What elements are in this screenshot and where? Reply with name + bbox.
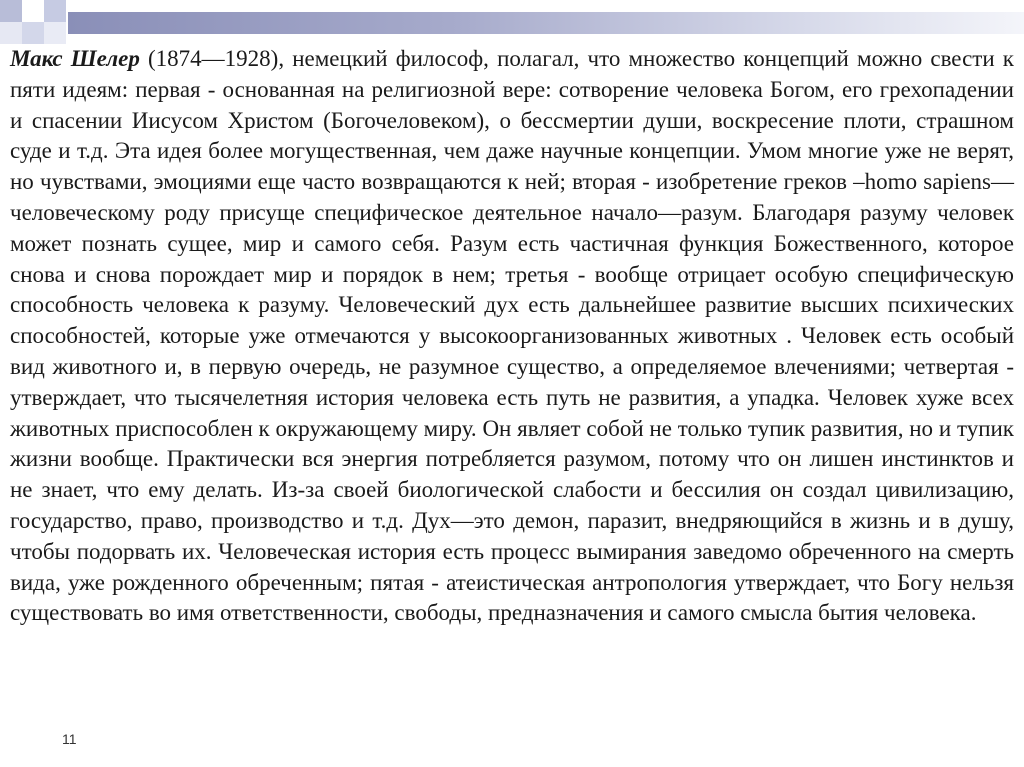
decor-square	[22, 22, 44, 44]
header-gradient-bar	[68, 12, 1024, 34]
page-number: 11	[62, 731, 77, 747]
slide-body-text	[10, 44, 1014, 629]
decor-square	[0, 0, 22, 22]
decor-square	[0, 22, 22, 44]
decor-square	[44, 22, 66, 44]
author-name: Макс Шелер	[10, 46, 140, 71]
decor-square	[44, 0, 66, 22]
body-paragraph: (1874—1928), немецкий философ, полагал, что множество концепций можно свести к пяти идеям: первая - основанная на религиозной вере: сотворение человека Богом, его грехопадении и спасении Иисусом Христом (Богочеловеком), о бессмертии души, воскресение плоти, страшном суде и т.д. Эта идея более могущественная, чем даже научные концепции. Умом многие уже не верят, но чувствами, эмоциями еще часто возвращаются к ней; вторая - изобретение греков –homo sapiens—человеческому роду присуще специфическое деятельное начало—разум. Благодаря разуму человек может познать сущее, мир и самого себя. Разум есть частичная функция Божественного, которое снова и снова порождает мир и порядок в нем; третья - вообще отрицает особую специфическую способность человека к разуму. Человеческий дух есть дальнейшее развитие высших психических способностей, которые уже отмечаются у высокоорганизованных животных . Человек есть особый вид животного и, в первую очередь, не разумное существо, а определяемое влечениями; четвертая - утверждает, что тысячелетняя история человека есть путь не развития, а упадка. Человек хуже всех животных приспособлен к окружающему миру. Он являет собой не только тупик развития, но и тупик жизни вообще. Практически вся энергия потребляется разумом, потому что он лишен инстинктов и не знает, что ему делать. Из-за своей биологической слабости и бессилия он создал цивилизацию, государство, право, производство и т.д. Дух—это демон, паразит, внедряющийся в жизнь и в душу, чтобы подорвать их. Человеческая история есть процесс вымирания заведомо обреченного на смерть вида, уже рожденного обреченным; пятая - атеистическая антропология утверждает, что Богу нельзя существовать во имя ответственности, свободы, предназначения и самого смысла бытия человека.	[10, 46, 1014, 626]
decor-square	[22, 0, 44, 22]
